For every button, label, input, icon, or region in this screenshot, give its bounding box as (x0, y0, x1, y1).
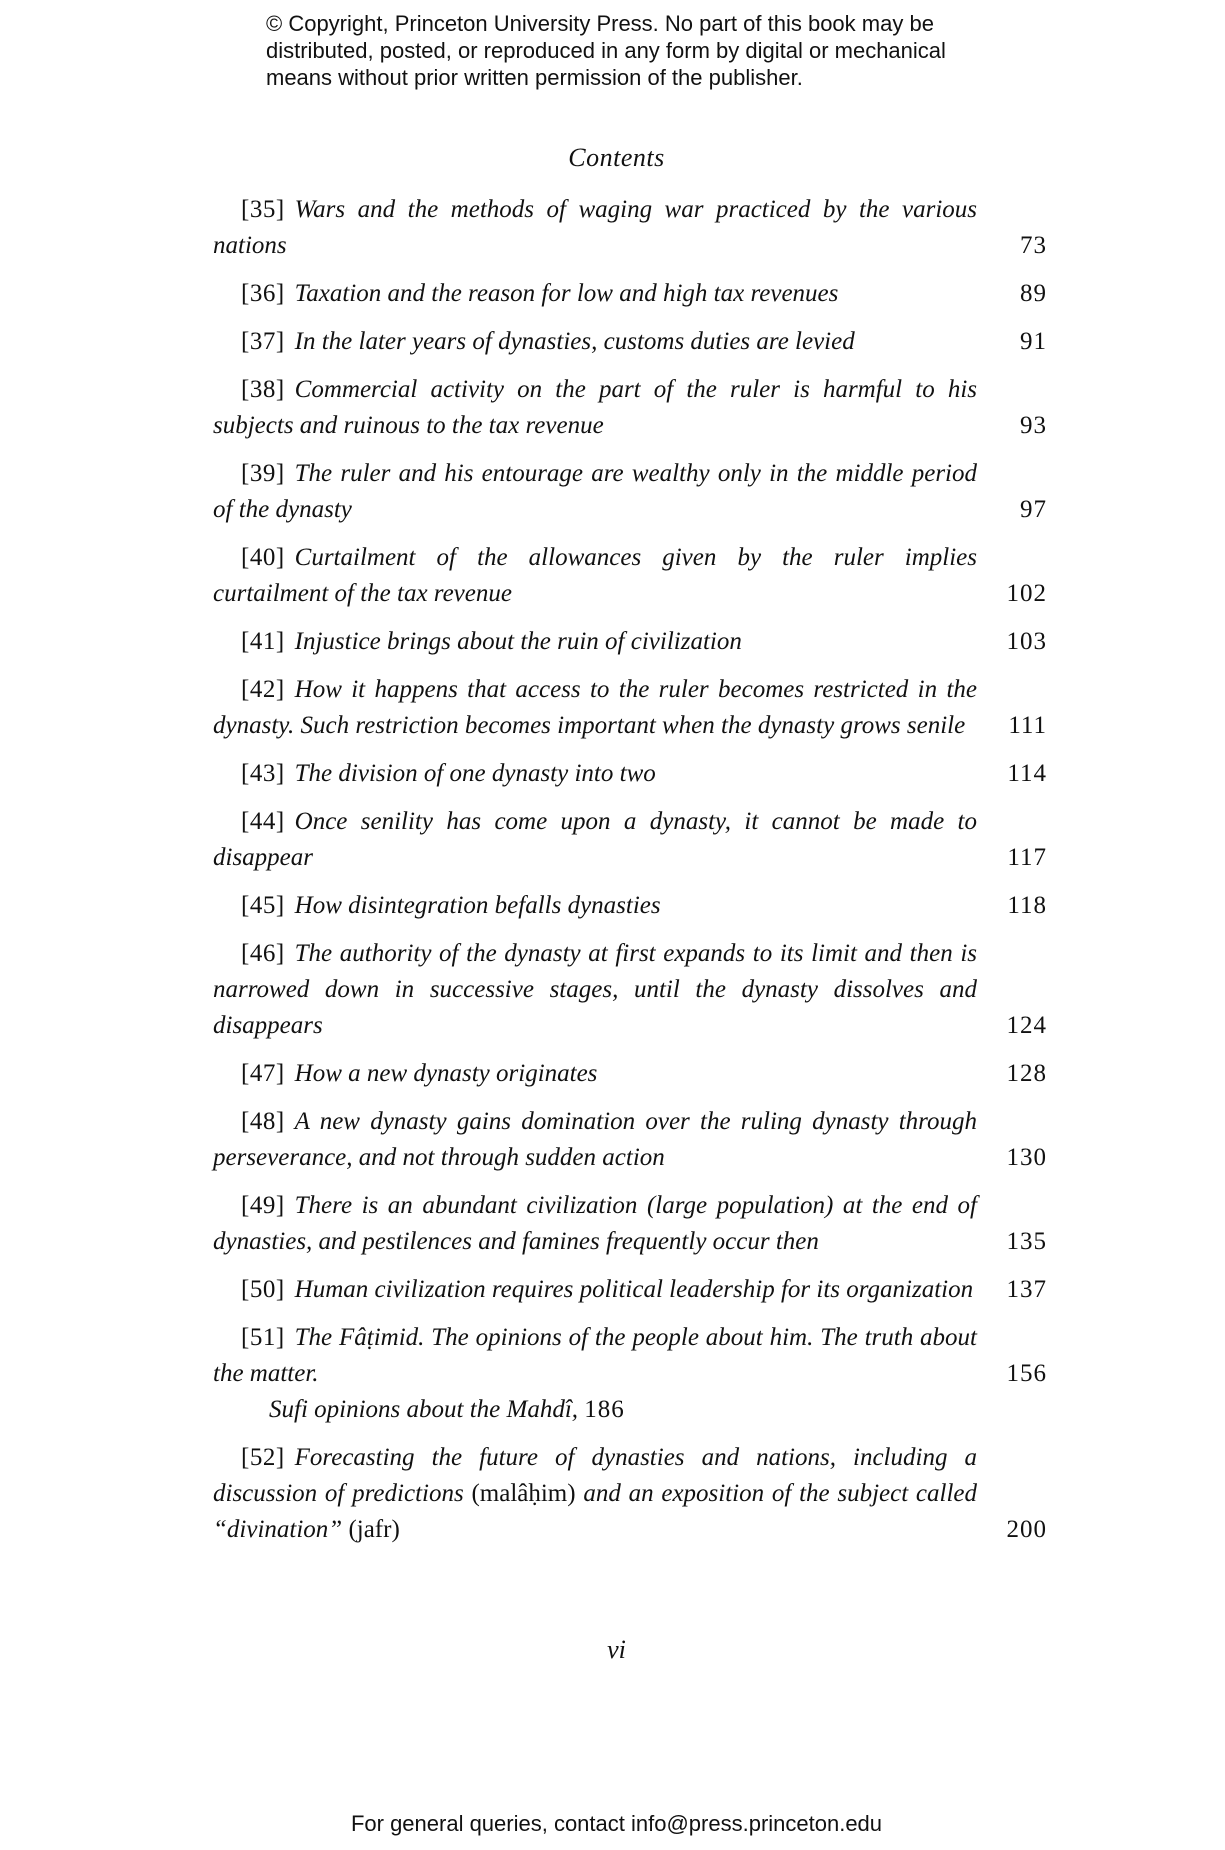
toc-entry (213, 192, 1047, 264)
toc-entry (213, 456, 1047, 528)
chapter-number: [44] (241, 808, 285, 835)
page-number: 97 (1020, 496, 1047, 523)
page-number: 130 (1006, 1144, 1047, 1171)
chapter-title: Once senility has come upon a dynasty, it cannot be made to disappear (213, 808, 977, 871)
toc-entry (213, 1440, 1047, 1548)
toc-entry (213, 1272, 1047, 1308)
arabic-term: (malâḥim) (471, 1480, 576, 1507)
chapter-title: Commercial activity on the part of the ruler is harmful to his subjects and ruinous to the tax revenue (213, 376, 977, 439)
chapter-title: Injustice brings about the ruin of civilization (294, 628, 742, 655)
toc-entry (213, 936, 1047, 1044)
chapter-title: Wars and the methods of waging war practiced by the various nations (213, 196, 977, 259)
chapter-title: Curtailment of the allowances given by the ruler implies curtailment of the tax revenue (213, 544, 977, 607)
toc-entry (213, 324, 1047, 360)
page-number: 135 (1006, 1228, 1047, 1255)
chapter-number: [50] (241, 1276, 285, 1303)
table-of-contents (213, 192, 1047, 1560)
copyright-line: means without prior written permission of the publisher. (266, 65, 803, 90)
toc-entry (213, 672, 1047, 744)
chapter-title: Forecasting the future of dynasties and nations, including a discussion of predictions (213, 1444, 977, 1507)
chapter-number: [37] (241, 328, 285, 355)
page-number: 103 (1006, 628, 1047, 655)
sub-entry-page: 186 (584, 1396, 625, 1423)
chapter-number: [41] (241, 628, 285, 655)
toc-entry (213, 1104, 1047, 1176)
chapter-number: [52] (241, 1444, 285, 1471)
page-number: 118 (1007, 892, 1047, 919)
copyright-notice (266, 10, 1026, 91)
toc-entry (213, 624, 1047, 660)
copyright-line: distributed, posted, or reproduced in any form by digital or mechanical (266, 38, 946, 63)
page-number: 114 (1007, 760, 1047, 787)
toc-entry (213, 888, 1047, 924)
chapter-title: Human civilization requires political leadership for its organization (294, 1276, 974, 1303)
page-number: 93 (1020, 412, 1047, 439)
page-number: 137 (1006, 1276, 1047, 1303)
chapter-title: The ruler and his entourage are wealthy only in the middle period of the dynasty (213, 460, 977, 523)
page-number: 117 (1007, 844, 1047, 871)
footer-contact: For general queries, contact info@press.princeton.edu (350, 1811, 883, 1836)
chapter-number: [47] (241, 1060, 285, 1087)
toc-entry (213, 1056, 1047, 1092)
chapter-number: [40] (241, 544, 285, 571)
chapter-title: A new dynasty gains domination over the ruling dynasty through perseverance, and not through sudden action (213, 1108, 977, 1171)
toc-entry (213, 1320, 1047, 1392)
page-number: 102 (1006, 580, 1047, 607)
chapter-number: [42] (241, 676, 285, 703)
chapter-title: The authority of the dynasty at first expands to its limit and then is narrowed down in successive stages, until the dynasty dissolves and disappears (213, 940, 977, 1039)
toc-entry (213, 372, 1047, 444)
page-number: 124 (1006, 1012, 1047, 1039)
chapter-number: [38] (241, 376, 285, 403)
page-title: Contents (568, 143, 665, 172)
chapter-title: How a new dynasty originates (294, 1060, 598, 1087)
page-number: 200 (1006, 1516, 1047, 1543)
chapter-title-continued: and an exposition of the subject called “divination” (213, 1480, 978, 1543)
page-number: 89 (1020, 280, 1047, 307)
sub-entry-title: Sufi opinions about the Mahdî, (269, 1396, 579, 1423)
toc-entry (213, 1188, 1047, 1260)
chapter-number: [51] (241, 1324, 285, 1351)
toc-entry (213, 756, 1047, 792)
page-number: 73 (1020, 232, 1047, 259)
chapter-title: How disintegration befalls dynasties (294, 892, 661, 919)
chapter-title: In the later years of dynasties, customs duties are levied (294, 328, 855, 355)
chapter-title: Taxation and the reason for low and high tax revenues (294, 280, 839, 307)
chapter-title: The division of one dynasty into two (294, 760, 656, 787)
arabic-term: (jafr) (348, 1516, 400, 1543)
folio-number: vi (607, 1635, 626, 1664)
toc-entry (213, 540, 1047, 612)
chapter-title: There is an abundant civilization (large population) at the end of dynasties, and pestilences and famines frequently occur then (213, 1192, 977, 1255)
chapter-number: [48] (241, 1108, 285, 1135)
chapter-number: [43] (241, 760, 285, 787)
chapter-title: The Fâṭimid. The opinions of the people about him. The truth about the matter. (213, 1324, 977, 1387)
toc-entry (213, 804, 1047, 876)
toc-entry (213, 276, 1047, 312)
chapter-number: [49] (241, 1192, 285, 1219)
chapter-number: [39] (241, 460, 285, 487)
toc-sub-entry (213, 1392, 1047, 1428)
chapter-number: [46] (241, 940, 285, 967)
page-number: 111 (1008, 712, 1047, 739)
page-number: 91 (1020, 328, 1047, 355)
page-number: 128 (1006, 1060, 1047, 1087)
chapter-title: How it happens that access to the ruler becomes restricted in the dynasty. Such restriction becomes important when the dynasty grows senile (213, 676, 977, 739)
chapter-number: [36] (241, 280, 285, 307)
chapter-number: [35] (241, 196, 285, 223)
chapter-number: [45] (241, 892, 285, 919)
copyright-line: © Copyright, Princeton University Press. No part of this book may be (266, 11, 934, 36)
page-number: 156 (1006, 1360, 1047, 1387)
